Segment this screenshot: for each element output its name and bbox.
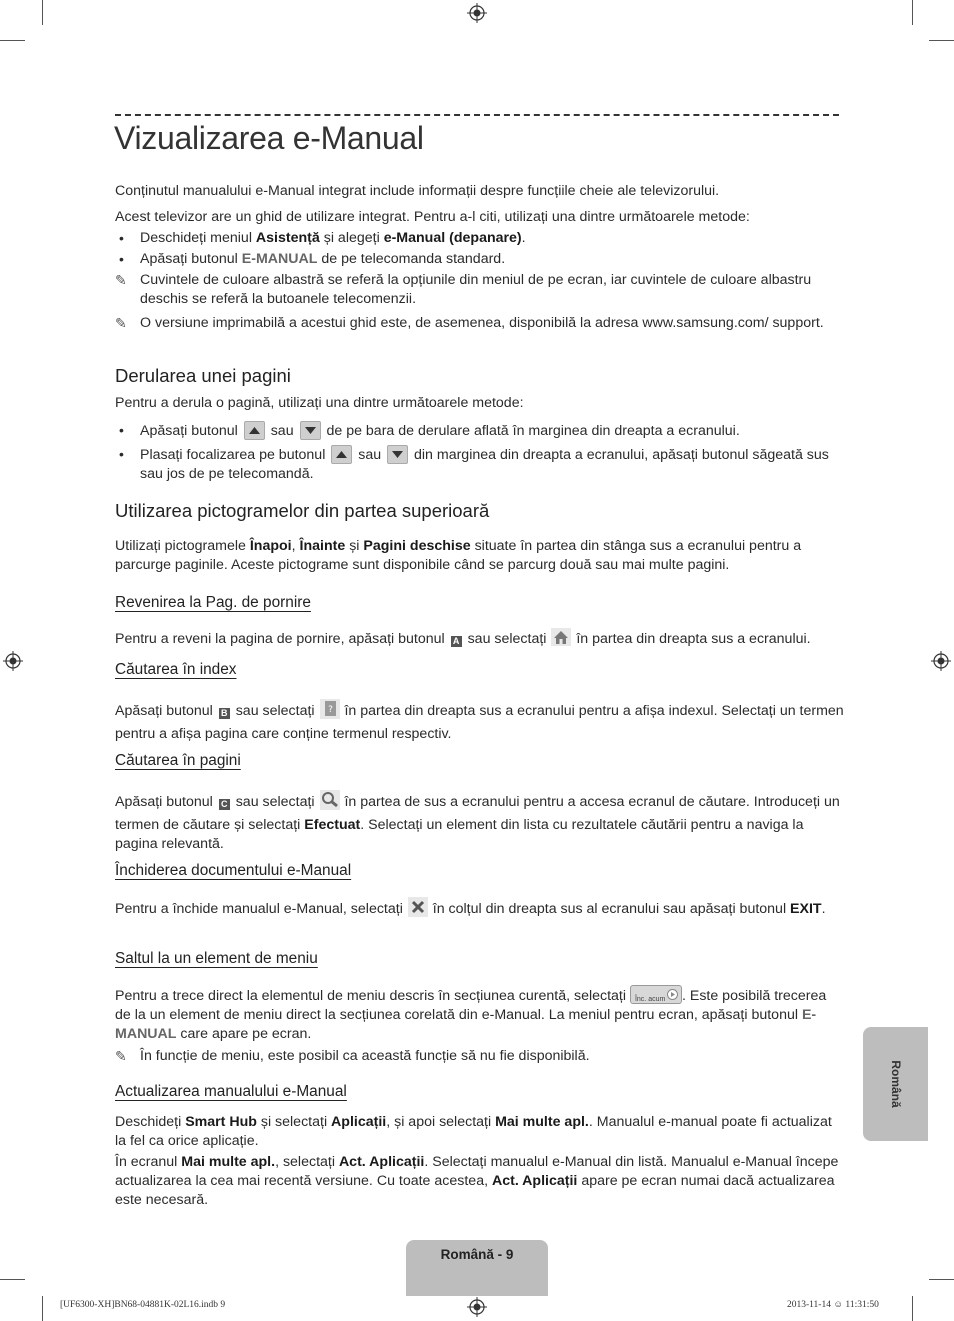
close-icon [407,897,429,923]
c-key-icon: C [219,799,230,810]
section-heading: Derularea unei pagini [115,365,291,386]
index-icon [319,699,341,725]
subsection-text: Pentru a trece direct la elementul de meniu descris în secțiunea curentă, selectați Înc. acum . Este posibilă trecerea de la un element de meniu direct la secțiunea corelată din e-Manual. La meniul pentru ecran, apăsați butonul E-MANUAL care apare pe ecran. [115,985,845,1044]
subsection-heading: Saltul la un element de meniu [115,950,318,967]
section-text: Utilizați pictogramele Înapoi, Înainte și Pagini deschise situate în partea din stânga sus a ecranului pentru a parcurge paginile. Aceste pictograme sunt disponibile când se parcurg două sau mai multe pagini. [115,538,802,573]
list-item: Deschideți meniul Asistență și alegeți e-Manual (depanare). [140,230,526,246]
subsection-heading: Actualizarea manualului e-Manual [115,1083,347,1100]
a-key-icon: A [451,636,462,647]
crop-mark [0,1279,25,1280]
crop-mark [929,40,954,41]
subsection-heading: Închiderea documentului e-Manual [115,862,352,879]
intro-paragraph: Acest televizor are un ghid de utilizare integrat. Pentru a-l citi, utilizați una dintre următoarele metode: [115,209,750,225]
crop-mark [0,40,25,41]
scroll-down-icon [387,445,408,464]
subsection-text: În ecranul Mai multe apl., selectați Act. Aplicații. Selectați manualul e-Manual din listă. Manualul e-Manual începe actualizarea la cea mai recentă versiune. Cu toate acestea, Act. Aplicații apare pe ecran numai dacă actualizarea este necesară. [115,1154,839,1208]
language-side-tab-label: Română [888,1060,903,1108]
crop-mark [42,0,43,25]
subsection-text: Pentru a reveni la pagina de pornire, apăsați butonul A sau selectați în partea din dreapta sus a ecranului. [115,627,845,653]
scroll-down-icon [300,421,321,440]
print-slug-right: 2013-11-14 ☺ 11:31:50 [787,1300,879,1310]
subsection-heading: Revenirea la Pag. de pornire [115,594,311,611]
list-item: Plasați focalizarea pe butonul sau din marginea din dreapta a ecranului, apăsați butonul săgeată sus sau jos de pe telecomandă. [140,447,829,482]
scroll-up-icon [244,421,265,440]
subsection-text: Deschideți Smart Hub și selectați Aplicații, și apoi selectați Mai multe apl.. Manualul e-manual poate fi actualizat la fel ca orice aplicație. [115,1114,832,1149]
section-text: Pentru a derula o pagină, utilizați una dintre următoarele metode: [115,395,524,411]
crop-mark [42,1296,43,1321]
registration-mark-icon [467,1297,487,1317]
bullet: • [119,446,124,462]
subsection-text: Apăsați butonul B sau selectați ? în partea din dreapta sus a ecranului pentru a afișa indexul. Selectați un termen pentru a afișa pagina care conține termenul respectiv. [115,699,845,744]
subsection-text: Pentru a închide manualul e-Manual, selectați în colțul din dreapta sus al ecranului sau apăsați butonul EXIT. [115,897,845,923]
note: Cuvintele de culoare albastră se referă la opțiunile din meniul de pe ecran, iar cuvintele de culoare albastru deschis se referă la butoanele telecomenzii. [140,272,812,307]
bullet: • [119,230,124,246]
scroll-up-icon [331,445,352,464]
title-divider [115,114,839,116]
bullet: • [119,422,124,438]
registration-mark-icon [931,651,951,671]
note: În funcție de meniu, este posibil ca această funcție să nu fie disponibilă. [140,1048,590,1064]
bullet: • [119,251,124,267]
b-key-icon: B [219,708,230,719]
intro-paragraph: Conținutul manualului e-Manual integrat include informații despre funcțiile cheie ale televizorului. [115,183,720,199]
page-title: Vizualizarea e-Manual [114,120,424,156]
svg-text:?: ? [327,705,333,715]
note-pencil-icon: ✎ [115,315,127,331]
try-now-button: Înc. acum [630,985,682,1004]
print-slug-left: [UF6300-XH]BN68-04881K-02L16.indb 9 [60,1300,226,1310]
home-icon [550,627,572,653]
list-item: Apăsați butonul sau de pe bara de derulare aflată în marginea din dreapta a ecranului. [140,423,740,439]
search-icon [319,790,341,816]
list-item: Apăsați butonul E-MANUAL de pe telecomanda standard. [140,251,506,267]
subsection-heading: Căutarea în pagini [115,752,241,769]
subsection-text: Apăsați butonul C sau selectați în partea de sus a ecranului pentru a accesa ecranul de căutare. Introduceți un termen de căutare și selectați Efectuat. Selectați un element din lista cu rezultatele căutării pentru a naviga la pagina relevantă. [115,790,845,854]
crop-mark [929,1279,954,1280]
subsection-heading: Căutarea în index [115,661,237,678]
note-pencil-icon: ✎ [115,1048,127,1064]
crop-mark [912,0,913,25]
note: O versiune imprimabilă a acestui ghid este, de asemenea, disponibilă la adresa www.samsung.com/ support. [140,315,824,331]
page-number: Română - 9 [440,1247,514,1262]
note-pencil-icon: ✎ [115,272,127,288]
registration-mark-icon [3,651,23,671]
section-heading: Utilizarea pictogramelor din partea superioară [115,500,490,521]
crop-mark [912,1296,913,1321]
registration-mark-icon [467,3,487,23]
